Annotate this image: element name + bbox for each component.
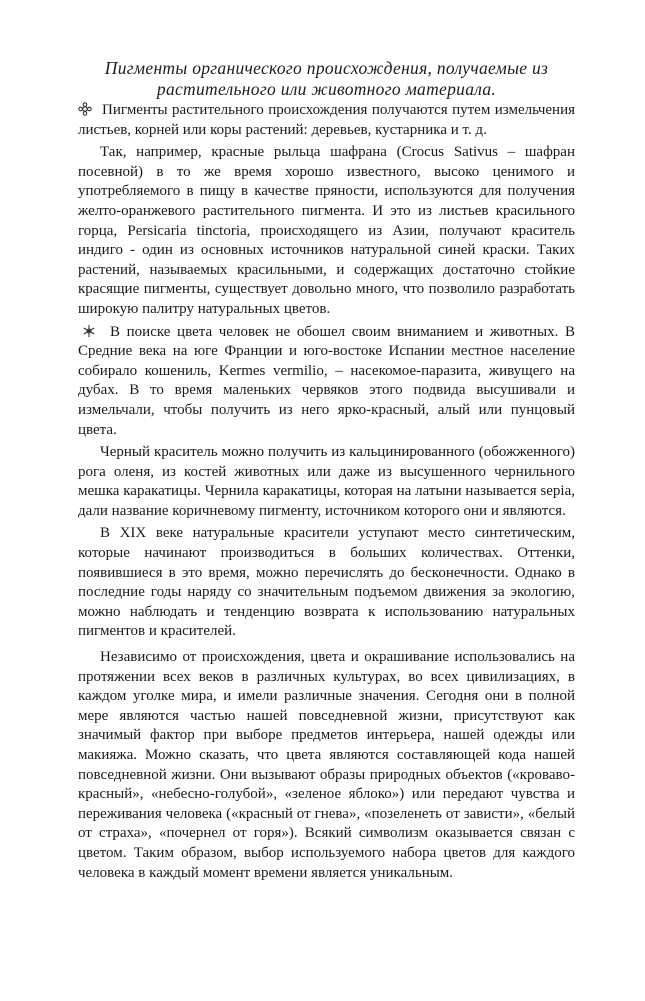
paragraph-text: В поиске цвета человек не обошел своим вниманием и животных. В Средние века на юге Франции и юго-востоке Испании местное население собирало кошениль, Kermes vermilio, – насекомое-паразита, живущего на дубах. В то время маленьких червяков этого подвида высушивали и измельчали, чтобы получить из него ярко-красный, алый или пунцовый цвета. <box>78 323 575 438</box>
paragraph-black-dye: Черный краситель можно получить из кальцинированного (обожженного) рога оленя, из костей животных или даже из высушенного чернильного мешка каракатицы. Чернила каракатицы, которая на латыни называется sepia, дали название коричневому пигменту, источником которого они и являются. <box>78 444 575 519</box>
flower-ornament-icon <box>78 102 92 116</box>
paragraph-animal-pigments <box>78 323 575 441</box>
page <box>78 58 575 883</box>
paragraph-19th-century: В XIX веке натуральные красители уступают место синтетическим, которые начинают производиться в больших количествах. Оттенки, появившиеся в это время, можно перечислять до бесконечности. Однако в последние годы наряду со значительным подъемом движения за экологию, можно наблюдать и тенденцию возврата к использованию натуральных пигментов и красителей. <box>78 525 575 640</box>
paragraph-text: Пигменты растительного происхождения получаются путем измельчения листьев, корней или коры растений: деревьев, кустарника и т. д. <box>78 102 575 138</box>
paragraph-saffron: Так, например, красные рыльца шафрана (Crocus Sativus – шафран посевной) в то же время хорошо известного, высоко ценимого и употребляемого в пищу в качестве пряности, используются для получения желто-оранжевого растительного пигмента. И это из листьев красильного горца, Persicaria tinctoria, происходящего из Азии, получают краситель индиго - один из основных источников натуральной синей краски. Таких растений, называемых красильными, и содержащих достаточно стойкие красящие пигменты, существует довольно много, что позволило разработать широкую палитру натуральных цветов. <box>78 144 575 317</box>
section-heading <box>78 58 575 100</box>
heading-line-1: Пигменты органического происхождения, получаемые из <box>104 58 549 78</box>
paragraph-symbolism: Независимо от происхождения, цвета и окрашивание использовались на протяжении всех веков в различных культурах, во всех цивилизациях, в каждом уголке мира, и имели различные значения. Сегодня они в полной мере являются частью нашей повседневной жизни, присутствуют как значимый фактор при выборе предметов интерьера, нашей одежды или макияжа. Можно сказать, что цвета являются составляющей кода нашей повседневной жизни. Они вызывают образы природных объектов («кроваво-красный», «небесно-голубой», «зеленое яблоко») или передают чувства и переживания человека («красный от гнева», «позеленеть от зависти», «белый от страха», «почернел от горя»). Всякий символизм оказывается связан с цветом. Таким образом, выбор используемого набора цветов для каждого человека в каждый момент времени является уникальным. <box>78 649 575 881</box>
paragraph-plant-pigments <box>78 101 575 140</box>
snowflake-ornament-icon <box>82 324 96 338</box>
heading-line-2: растительного или животного материала. <box>156 79 497 99</box>
